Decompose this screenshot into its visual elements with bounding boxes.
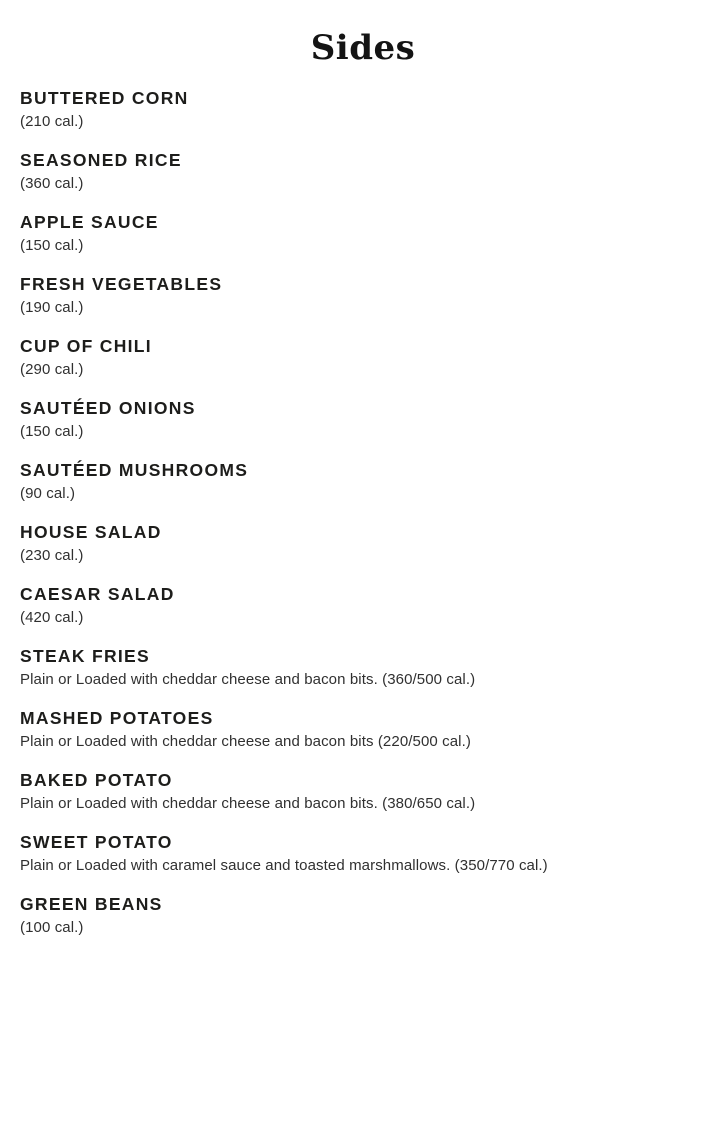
menu-item-description: (290 cal.) (20, 361, 84, 378)
menu-item-name: SWEET POTATO (20, 832, 173, 852)
menu-item (20, 708, 706, 752)
menu-item (20, 150, 706, 194)
menu-item-description: (210 cal.) (20, 113, 84, 130)
page-title: Sides (310, 28, 416, 68)
menu-item-description: (360 cal.) (20, 175, 84, 192)
menu-item (20, 646, 706, 690)
menu-item-name: CUP OF CHILI (20, 336, 152, 356)
menu-item (20, 522, 706, 566)
menu-item-name: HOUSE SALAD (20, 522, 162, 542)
menu-item-description: (100 cal.) (20, 919, 84, 936)
menu-item (20, 894, 706, 938)
menu-item-name: MASHED POTATOES (20, 708, 214, 728)
menu-item-name: APPLE SAUCE (20, 212, 159, 232)
menu-item-description: Plain or Loaded with cheddar cheese and bacon bits (220/500 cal.) (20, 733, 471, 750)
menu-item (20, 832, 706, 876)
menu-item-name: FRESH VEGETABLES (20, 274, 223, 294)
menu-list (20, 88, 706, 938)
menu-item-description: (420 cal.) (20, 609, 84, 626)
menu-item (20, 88, 706, 132)
menu-item-description: Plain or Loaded with caramel sauce and toasted marshmallows. (350/770 cal.) (20, 857, 548, 874)
menu-item-description: (230 cal.) (20, 547, 84, 564)
menu-item-description: (150 cal.) (20, 237, 84, 254)
menu-item (20, 770, 706, 814)
menu-item (20, 336, 706, 380)
menu-item-description: Plain or Loaded with cheddar cheese and bacon bits. (360/500 cal.) (20, 671, 476, 688)
menu-item-name: STEAK FRIES (20, 646, 151, 666)
menu-item-name: BAKED POTATO (20, 770, 173, 790)
menu-item-description: (90 cal.) (20, 485, 76, 502)
menu-item-name: SAUTÉED ONIONS (20, 398, 196, 418)
menu-item (20, 212, 706, 256)
menu-item (20, 460, 706, 504)
menu-item-name: SAUTÉED MUSHROOMS (20, 460, 249, 480)
menu-item-name: CAESAR SALAD (20, 584, 175, 604)
menu-item-name: SEASONED RICE (20, 150, 182, 170)
menu-item (20, 274, 706, 318)
menu-item-description: (150 cal.) (20, 423, 84, 440)
menu-item (20, 398, 706, 442)
menu-item (20, 584, 706, 628)
menu-item-description: Plain or Loaded with cheddar cheese and bacon bits. (380/650 cal.) (20, 795, 476, 812)
menu-item-description: (190 cal.) (20, 299, 84, 316)
menu-item-name: BUTTERED CORN (20, 88, 189, 108)
menu-item-name: GREEN BEANS (20, 894, 163, 914)
